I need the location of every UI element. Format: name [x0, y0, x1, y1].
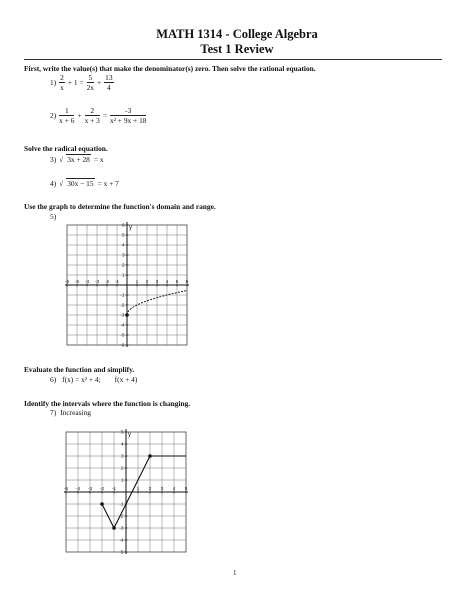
- denominator: x + 3: [84, 116, 100, 125]
- problem-7-label: 7): [50, 408, 57, 417]
- x-tick-label: -2: [104, 279, 110, 284]
- right-hand-side: = x: [93, 154, 104, 164]
- x-tick-label: 2: [148, 486, 152, 491]
- denominator: x: [60, 83, 64, 92]
- fraction: [104, 73, 113, 92]
- vertex-point: [100, 502, 104, 506]
- y-tick-label: -2: [119, 513, 124, 519]
- operator: =: [102, 111, 108, 120]
- section5-instruction: Identify the intervals where the function is changing.: [24, 399, 191, 408]
- fraction: [85, 106, 100, 125]
- page-number: 1: [233, 569, 237, 577]
- x-tick-label: 3: [155, 279, 159, 284]
- problem-2-label: 2): [50, 111, 57, 120]
- numerator: 2: [85, 106, 100, 116]
- function-definition: f(x) = x² + 4;: [62, 375, 101, 384]
- section2-instruction: Solve the radical equation.: [24, 144, 108, 153]
- page-title: MATH 1314 - College Algebra: [156, 27, 318, 41]
- problem-3-label: 3): [50, 154, 57, 164]
- y-tick-label: -2: [120, 302, 125, 308]
- y-tick-label: 6: [121, 222, 125, 228]
- fraction: [59, 106, 74, 125]
- y-tick-label: 3: [120, 453, 124, 459]
- y-tick-label: -5: [120, 332, 125, 338]
- y-tick-label: -4: [119, 537, 124, 543]
- problem-4-label: 4): [50, 178, 57, 188]
- x-tick-label: 5: [184, 486, 188, 491]
- y-tick-label: -3: [119, 525, 124, 531]
- denominator: 2x: [86, 83, 94, 92]
- start-point: [125, 313, 129, 317]
- numerator: 2: [60, 73, 64, 82]
- section1-instruction: First, write the value(s) that make the denominator(s) zero. Then solve the rational equation.: [24, 64, 316, 73]
- x-tick-label: -4: [84, 279, 90, 284]
- problem-2: [50, 106, 146, 125]
- x-tick-label: 4: [165, 279, 169, 284]
- y-tick-label: -1: [119, 501, 124, 507]
- problem-1: [50, 73, 114, 92]
- function-evaluation: f(x + 4): [114, 375, 138, 384]
- y-tick-label: 2: [120, 465, 124, 471]
- x-tick-label: -3: [87, 486, 93, 491]
- x-tick-label: -5: [74, 279, 80, 284]
- x-tick-label: 3: [160, 486, 164, 491]
- radicand: 30x − 15: [67, 179, 94, 188]
- problem-7: [50, 408, 91, 417]
- y-tick-label: 1: [120, 477, 124, 483]
- numerator: 1: [59, 106, 74, 116]
- y-tick-label: 2: [121, 262, 125, 268]
- operator: + 1 =: [67, 78, 84, 87]
- radical-sign: √: [59, 154, 64, 164]
- page-subtitle: Test 1 Review: [200, 42, 274, 56]
- x-tick-label: 4: [172, 486, 176, 491]
- x-tick-label: -1: [114, 279, 120, 284]
- y-axis-label: y: [128, 432, 131, 438]
- graph-5: [60, 222, 195, 350]
- y-tick-label: 3: [121, 252, 125, 258]
- vertex-point: [112, 526, 116, 530]
- numerator: 5: [88, 73, 93, 82]
- right-hand-side: = x + 7: [97, 178, 119, 188]
- y-tick-label: -1: [120, 292, 125, 298]
- y-tick-label: 4: [120, 441, 124, 447]
- denominator: 4: [107, 83, 111, 92]
- problem-6: [50, 375, 137, 384]
- y-tick-label: -5: [119, 549, 124, 555]
- fraction: [87, 73, 94, 92]
- x-tick-label: -1: [111, 486, 117, 491]
- x-tick-label: -6: [64, 279, 70, 284]
- y-tick-label: -6: [120, 342, 125, 348]
- header-rule: [24, 59, 442, 60]
- vertex-point: [148, 454, 152, 458]
- denominator: x + 6: [59, 116, 75, 125]
- problem-5-label: 5): [50, 212, 57, 221]
- numerator: -3: [110, 106, 146, 116]
- x-tick-label: -2: [99, 486, 105, 491]
- problem-4: [50, 178, 119, 188]
- x-tick-label: 6: [185, 279, 189, 284]
- y-tick-label: -4: [120, 322, 125, 328]
- section3-instruction: Use the graph to determine the function's domain and range.: [24, 202, 216, 211]
- y-tick-label: -3: [120, 312, 125, 318]
- y-tick-label: 5: [121, 232, 125, 238]
- x-tick-label: 1: [135, 279, 139, 284]
- graph-7: [58, 424, 194, 564]
- x-tick-label: 1: [136, 486, 140, 491]
- fraction: [110, 106, 146, 125]
- radicand: 3x + 28: [67, 155, 90, 164]
- problem-3: [50, 154, 104, 164]
- x-tick-label: 5: [175, 279, 179, 284]
- y-tick-label: 5: [120, 429, 124, 435]
- problem-7-text: Increasing: [60, 408, 91, 417]
- numerator: 13: [105, 73, 113, 82]
- section4-instruction: Evaluate the function and simplify.: [24, 365, 135, 374]
- x-tick-label: 2: [145, 279, 149, 284]
- y-tick-label: 4: [121, 242, 125, 248]
- denominator: x² + 9x + 18: [110, 116, 147, 125]
- problem-6-label: 6): [50, 375, 57, 384]
- fraction: [59, 73, 65, 92]
- radical-sign: √: [59, 178, 64, 188]
- operator: +: [97, 78, 102, 87]
- problem-1-label: 1): [50, 78, 57, 87]
- x-tick-label: -4: [75, 486, 81, 491]
- y-axis-label: y: [129, 225, 132, 231]
- y-tick-label: 1: [121, 272, 125, 278]
- x-tick-label: -5: [63, 486, 69, 491]
- x-tick-label: -3: [94, 279, 100, 284]
- operator: +: [77, 111, 82, 120]
